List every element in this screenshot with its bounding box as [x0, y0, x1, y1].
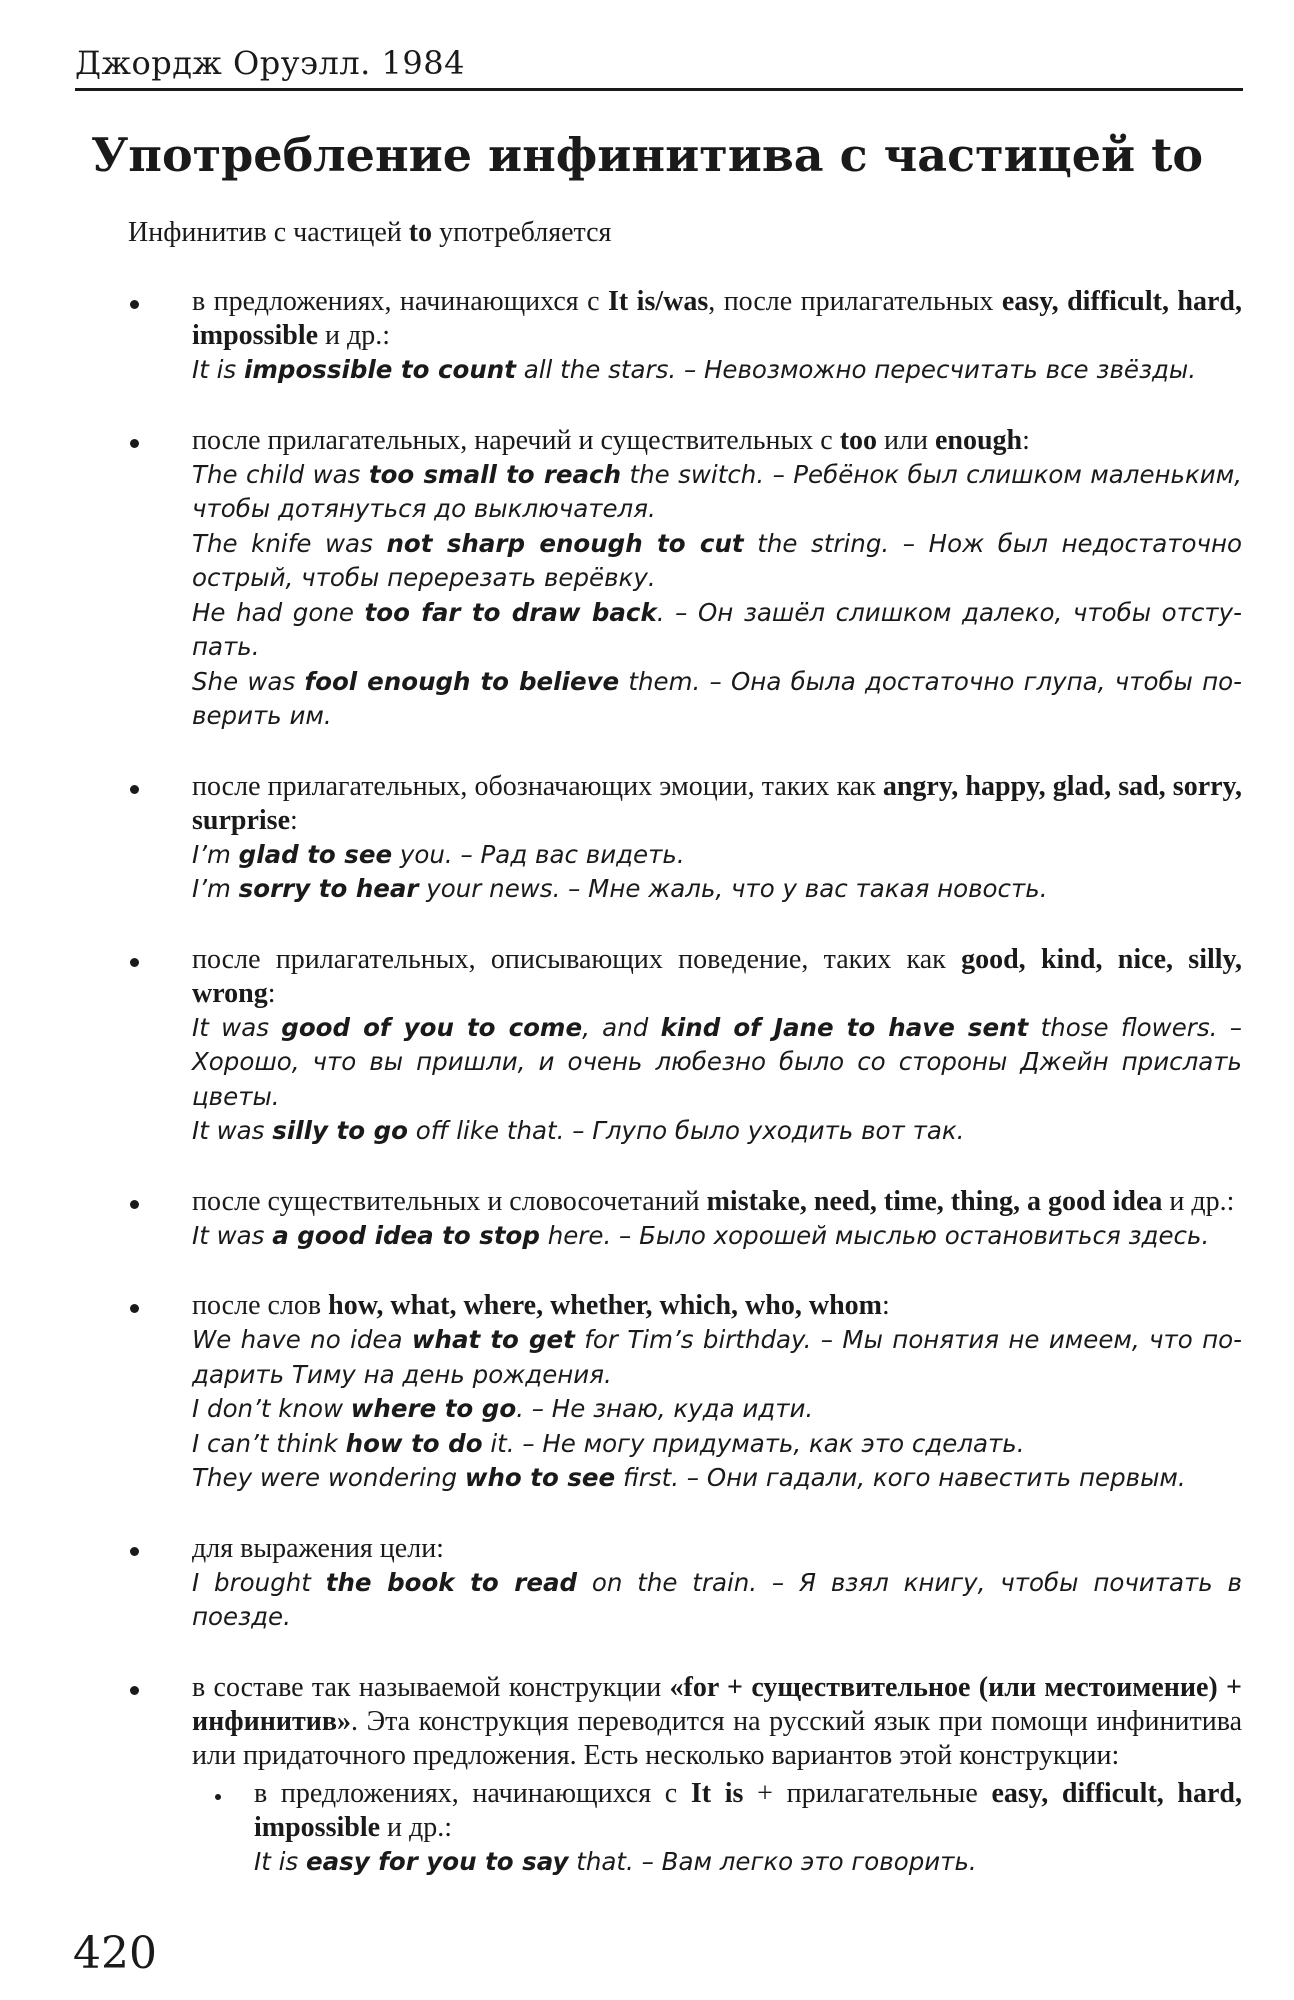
emphasis-text: silly to go [272, 1116, 408, 1145]
text-segment: first. – Они гадали, кого навестить первым. [615, 1463, 1186, 1492]
example-line [192, 1392, 1242, 1427]
example-line [254, 1845, 1242, 1880]
example-line [192, 665, 1242, 734]
rule-item [130, 285, 1242, 388]
emphasis-text: It is/was [608, 286, 709, 317]
text-segment: I don’t know [192, 1394, 351, 1423]
emphasis-text: who to see [464, 1463, 616, 1492]
example-line [192, 1323, 1242, 1392]
text-segment: и др.: [380, 1811, 453, 1843]
intro-text [128, 217, 611, 249]
text-segment: для выражения цели: [192, 1532, 444, 1564]
text-segment: в предложениях, начинающихся с [254, 1777, 691, 1809]
text-segment: all the stars. – Невозможно пересчитать все звёзды. [515, 355, 1197, 384]
text-segment: : [267, 977, 276, 1009]
text-segment: : [1022, 424, 1030, 456]
text-segment: for Tim’s birthday. – Мы понятия не имеем, что подарить Тиму на день рождения. [192, 1325, 1243, 1389]
example-line [192, 1219, 1242, 1254]
emphasis-text: sorry to hear [238, 874, 419, 903]
emphasis-text: too [839, 424, 878, 456]
text-segment: The knife was [192, 528, 387, 558]
example-line [192, 527, 1242, 596]
example-line [192, 1461, 1242, 1496]
text-segment: и др.: [318, 320, 391, 351]
text-segment: He had gone [192, 597, 365, 627]
text-segment: It was [192, 1220, 273, 1250]
bullet-icon [130, 1686, 139, 1695]
text-segment: , and [582, 1012, 661, 1042]
text-segment: that. – Вам легко это говорить. [568, 1846, 977, 1876]
emphasis-text: «for + существительное (или местоимение) + инфинитив» [192, 1671, 1242, 1737]
text-segment: here. – Было хорошей мыслью остановиться здесь. [539, 1220, 1210, 1250]
example-line [192, 838, 1242, 873]
rule-text [192, 770, 1242, 838]
emphasis-text: good, kind, nice, silly, wrong [192, 943, 1243, 1009]
example-line [192, 1566, 1242, 1635]
rule-item [130, 1289, 1242, 1496]
bullet-icon [130, 1304, 139, 1313]
text-segment: после слов [192, 1290, 329, 1321]
text-segment: I’m [192, 839, 239, 869]
text-segment: . – Он зашёл слишком далеко, чтобы отступать. [192, 597, 1242, 661]
emphasis-text: It is [690, 1777, 744, 1809]
text-segment: them. – Она была достаточно глупа, чтобы поверить им. [192, 666, 1243, 730]
rule-item [130, 1671, 1242, 1880]
text-segment: you. – Рад вас видеть. [392, 839, 685, 869]
emphasis-text: easy, difficult, hard, impossible [192, 286, 1243, 351]
bullet-icon [130, 300, 139, 309]
emphasis-text: impossible to count [243, 355, 516, 384]
page-number: 420 [73, 1928, 157, 1979]
emphasis-text: how, what, where, whether, which, who, whom [328, 1290, 882, 1321]
rule-item [130, 943, 1242, 1149]
text-segment: those flowers. – Хорошо, что вы пришли, и очень любезно было со стороны Джейн прислать цветы. [192, 1012, 1242, 1111]
text-segment: : [881, 1290, 890, 1321]
text-segment: + прилагательные [743, 1777, 992, 1809]
example-line [192, 872, 1242, 907]
text-segment: : [290, 804, 298, 836]
text-segment: в составе так называемой конструкции [192, 1671, 670, 1703]
rule-text [254, 1777, 1242, 1845]
emphasis-text: a good idea to stop [272, 1220, 540, 1250]
text-segment: It is [192, 355, 244, 384]
rule-text [192, 1532, 1242, 1566]
emphasis-text: easy for you to say [305, 1846, 569, 1876]
example-line [192, 458, 1242, 527]
bullet-icon [130, 785, 139, 794]
text-segment: или [877, 424, 935, 456]
text-segment: your news. – Мне жаль, что у вас такая новость. [418, 874, 1048, 903]
emphasis-text: angry, happy, glad, sad, sorry, surprise [192, 770, 1242, 836]
rule-text [192, 1671, 1242, 1773]
text-segment: it. – Не могу придумать, как это сделать. [482, 1428, 1025, 1458]
rule-item [130, 1532, 1242, 1635]
emphasis-text: enough [934, 424, 1023, 456]
text-segment: после прилагательных, наречий и существительных с [192, 424, 840, 456]
text-segment: It is [254, 1846, 306, 1876]
rule-list [130, 285, 1242, 1915]
text-segment: the switch. – Ребёнок был слишком маленьким, чтобы дотянуться до выключателя. [192, 459, 1242, 523]
rule-item [130, 1185, 1242, 1254]
bullet-icon [130, 1547, 139, 1556]
rule-item [130, 770, 1242, 907]
section-title: Употребление инфинитива с частицей to [90, 128, 1204, 182]
example-line [192, 1011, 1242, 1115]
bullet-icon [130, 439, 139, 448]
example-line [192, 1114, 1242, 1149]
rule-text [192, 943, 1242, 1011]
rule-item [130, 424, 1242, 734]
text-segment: on the train. – Я взял книгу, чтобы почитать в поезде. [192, 1567, 1242, 1631]
text-segment: off like that. – Глупо было уходить вот так. [407, 1116, 965, 1145]
emphasis-text: too small to reach [368, 459, 622, 489]
text-segment: после прилагательных, обозначающих эмоции, таких как [192, 770, 883, 802]
rule-text [192, 424, 1242, 458]
emphasis-text: how to do [345, 1428, 483, 1458]
text-segment: I can’t think [192, 1428, 346, 1458]
example-line [192, 1427, 1242, 1462]
rule-text [192, 285, 1242, 353]
emphasis-text: good of you to come [281, 1012, 583, 1042]
text-segment: , после прилагательных [708, 286, 1002, 317]
emphasis-text: the book to read [325, 1567, 578, 1597]
running-header: Джордж Оруэлл. 1984 [75, 44, 1243, 91]
sub-rule-item [192, 1777, 1242, 1880]
bullet-icon [130, 1200, 139, 1209]
text-segment: после существительных и словосочетаний [192, 1185, 707, 1217]
emphasis-text: glad to see [238, 839, 393, 869]
text-segment: I’m [192, 874, 239, 903]
text-segment: The child was [192, 459, 369, 489]
emphasis-text: easy, difficult, hard, impossible [254, 1777, 1243, 1843]
emphasis-text: what to get [411, 1325, 575, 1354]
emphasis-text: not sharp enough to cut [386, 528, 744, 558]
example-line [192, 353, 1242, 388]
emphasis-text: to [408, 217, 433, 248]
text-segment: и др.: [1162, 1185, 1235, 1217]
rule-text [192, 1185, 1242, 1219]
text-segment: It was [192, 1012, 282, 1042]
bullet-icon [215, 1794, 221, 1800]
text-segment: . – Не знаю, куда идти. [516, 1394, 814, 1423]
text-segment: после прилагательных, описывающих поведение, таких как [192, 943, 962, 975]
text-segment: They were wondering [192, 1463, 465, 1492]
text-segment: We have no idea [192, 1325, 412, 1354]
rule-text [192, 1289, 1242, 1323]
emphasis-text: fool enough to believe [304, 666, 620, 696]
bullet-icon [130, 958, 139, 967]
text-segment: . Эта конструкция переводится на русский язык при помощи инфинитива или придаточного предложения. Есть несколько вариантов этой конструкции: [192, 1705, 1242, 1771]
emphasis-text: where to go [350, 1394, 517, 1423]
text-segment: It was [192, 1116, 273, 1145]
text-segment: I brought [192, 1567, 326, 1597]
text-segment: She was [192, 666, 305, 696]
text-segment: Инфинитив с частицей [128, 217, 409, 248]
text-segment: употребляется [432, 217, 612, 248]
example-line [192, 596, 1242, 665]
text-segment: в предложениях, начинающихся с [192, 286, 608, 317]
emphasis-text: mistake, need, time, thing, a good idea [706, 1185, 1163, 1217]
emphasis-text: too far to draw back [364, 597, 657, 627]
emphasis-text: kind of Jane to have sent [660, 1012, 1029, 1042]
text-segment: the string. – Нож был недостаточно острый, чтобы перерезать верёвку. [192, 528, 1243, 592]
